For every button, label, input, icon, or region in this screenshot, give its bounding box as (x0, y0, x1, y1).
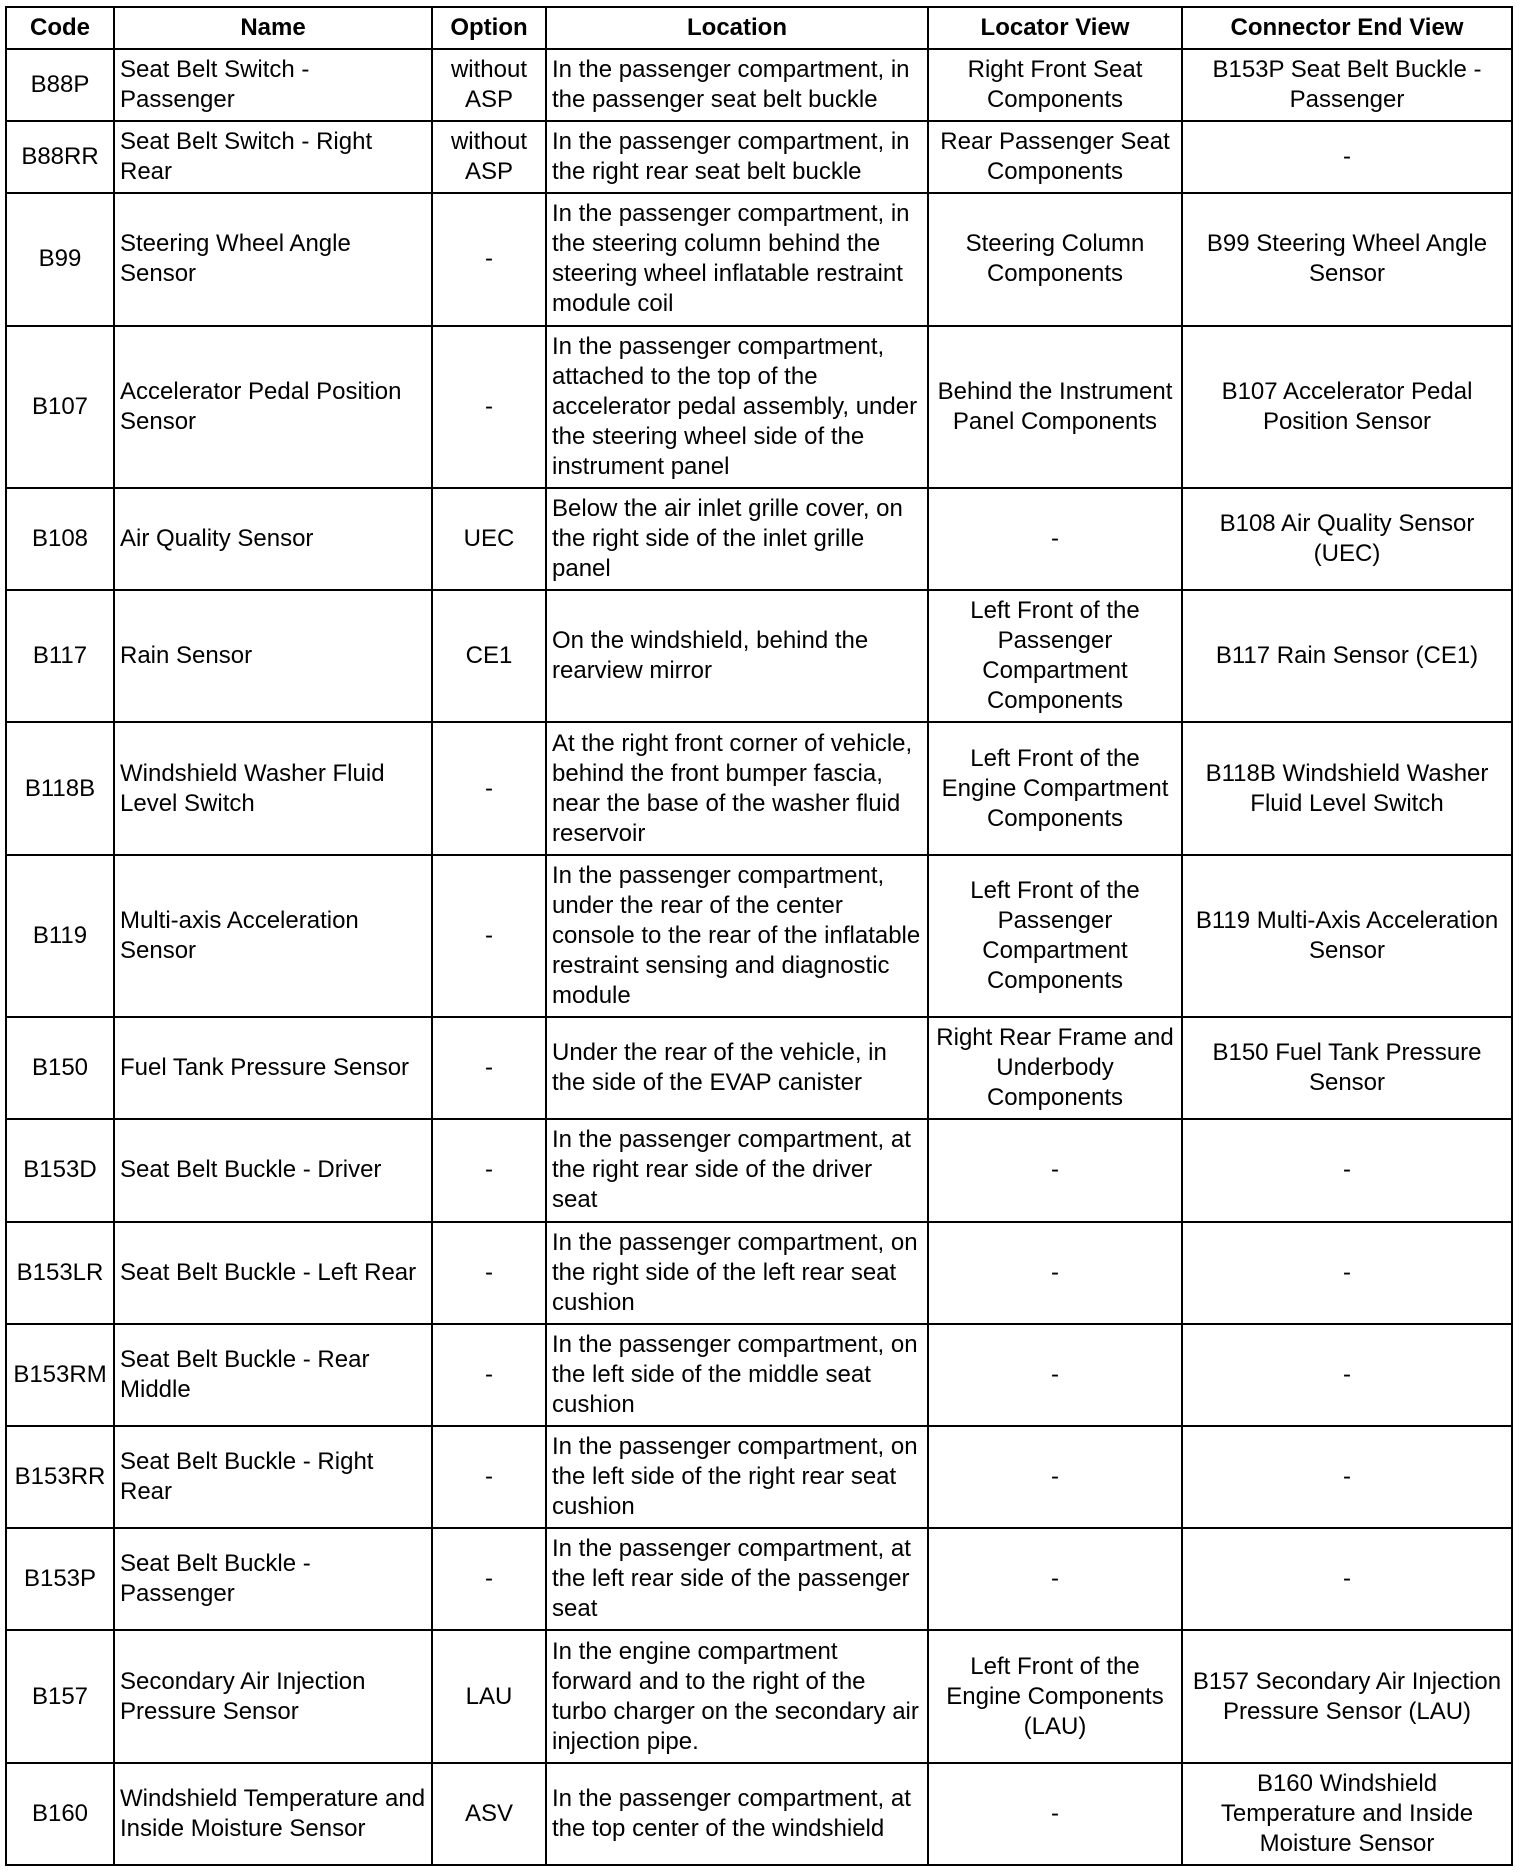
table-row (6, 855, 1512, 1017)
cell-code: B99 (6, 193, 114, 325)
table-row (6, 1324, 1512, 1426)
cell-code: B160 (6, 1763, 114, 1865)
cell-locator-view: - (928, 1763, 1182, 1865)
header-code: Code (6, 7, 114, 49)
cell-locator-view: Left Front of the Passenger Compartment Components (928, 855, 1182, 1017)
cell-name: Windshield Temperature and Inside Moisture Sensor (114, 1763, 432, 1865)
cell-connector-end-view: B117 Rain Sensor (CE1) (1182, 590, 1512, 722)
cell-option: CE1 (432, 590, 546, 722)
cell-connector-end-view: B107 Accelerator Pedal Position Sensor (1182, 326, 1512, 488)
cell-locator-view: Steering Column Components (928, 193, 1182, 325)
cell-location: At the right front corner of vehicle, behind the front bumper fascia, near the base of the washer fluid reservoir (546, 722, 928, 854)
table-row (6, 1528, 1512, 1630)
cell-option: without ASP (432, 121, 546, 193)
cell-location: In the passenger compartment, on the left side of the right rear seat cushion (546, 1426, 928, 1528)
cell-code: B153LR (6, 1222, 114, 1324)
cell-connector-end-view: B99 Steering Wheel Angle Sensor (1182, 193, 1512, 325)
cell-location: In the passenger compartment, in the right rear seat belt buckle (546, 121, 928, 193)
cell-name: Seat Belt Buckle - Passenger (114, 1528, 432, 1630)
cell-location: In the passenger compartment, at the left rear side of the passenger seat (546, 1528, 928, 1630)
cell-locator-view: Right Rear Frame and Underbody Components (928, 1017, 1182, 1119)
cell-option: LAU (432, 1630, 546, 1762)
cell-locator-view: Rear Passenger Seat Components (928, 121, 1182, 193)
cell-code: B88P (6, 49, 114, 121)
cell-name: Accelerator Pedal Position Sensor (114, 326, 432, 488)
cell-name: Steering Wheel Angle Sensor (114, 193, 432, 325)
cell-option: without ASP (432, 49, 546, 121)
cell-option: - (432, 193, 546, 325)
cell-option: - (432, 1426, 546, 1528)
cell-option: - (432, 1324, 546, 1426)
table-row (6, 1017, 1512, 1119)
cell-code: B88RR (6, 121, 114, 193)
cell-location: Below the air inlet grille cover, on the right side of the inlet grille panel (546, 488, 928, 590)
table-row (6, 1222, 1512, 1324)
cell-option: - (432, 1528, 546, 1630)
cell-name: Seat Belt Buckle - Left Rear (114, 1222, 432, 1324)
cell-code: B118B (6, 722, 114, 854)
cell-code: B119 (6, 855, 114, 1017)
cell-name: Seat Belt Buckle - Driver (114, 1119, 432, 1221)
cell-location: In the passenger compartment, attached to the top of the accelerator pedal assembly, under the steering wheel side of the instrument panel (546, 326, 928, 488)
header-name: Name (114, 7, 432, 49)
cell-connector-end-view: B157 Secondary Air Injection Pressure Sensor (LAU) (1182, 1630, 1512, 1762)
cell-locator-view: - (928, 488, 1182, 590)
cell-locator-view: Behind the Instrument Panel Components (928, 326, 1182, 488)
cell-locator-view: - (928, 1119, 1182, 1221)
cell-locator-view: - (928, 1528, 1182, 1630)
cell-option: - (432, 855, 546, 1017)
cell-option: - (432, 1119, 546, 1221)
table-row (6, 722, 1512, 854)
cell-option: - (432, 1017, 546, 1119)
table-row (6, 193, 1512, 325)
cell-connector-end-view: - (1182, 1119, 1512, 1221)
cell-code: B153RR (6, 1426, 114, 1528)
table-row (6, 590, 1512, 722)
cell-location: Under the rear of the vehicle, in the side of the EVAP canister (546, 1017, 928, 1119)
table-row (6, 1119, 1512, 1221)
cell-connector-end-view: - (1182, 1528, 1512, 1630)
cell-connector-end-view: B160 Windshield Temperature and Inside Moisture Sensor (1182, 1763, 1512, 1865)
cell-code: B153D (6, 1119, 114, 1221)
cell-name: Fuel Tank Pressure Sensor (114, 1017, 432, 1119)
cell-name: Seat Belt Buckle - Rear Middle (114, 1324, 432, 1426)
table-row (6, 1630, 1512, 1762)
header-location: Location (546, 7, 928, 49)
cell-location: In the passenger compartment, in the steering column behind the steering wheel inflatable restraint module coil (546, 193, 928, 325)
cell-name: Air Quality Sensor (114, 488, 432, 590)
cell-connector-end-view: - (1182, 121, 1512, 193)
cell-locator-view: Left Front of the Passenger Compartment Components (928, 590, 1182, 722)
cell-location: On the windshield, behind the rearview mirror (546, 590, 928, 722)
table-row (6, 488, 1512, 590)
table-row (6, 1763, 1512, 1865)
cell-name: Seat Belt Switch - Passenger (114, 49, 432, 121)
cell-locator-view: - (928, 1222, 1182, 1324)
cell-code: B150 (6, 1017, 114, 1119)
cell-location: In the passenger compartment, on the right side of the left rear seat cushion (546, 1222, 928, 1324)
cell-locator-view: - (928, 1324, 1182, 1426)
cell-name: Secondary Air Injection Pressure Sensor (114, 1630, 432, 1762)
cell-name: Seat Belt Switch - Right Rear (114, 121, 432, 193)
cell-option: - (432, 1222, 546, 1324)
cell-option: - (432, 326, 546, 488)
header-connector-end-view: Connector End View (1182, 7, 1512, 49)
table-row (6, 1426, 1512, 1528)
cell-connector-end-view: B118B Windshield Washer Fluid Level Switch (1182, 722, 1512, 854)
cell-name: Rain Sensor (114, 590, 432, 722)
cell-code: B153P (6, 1528, 114, 1630)
cell-location: In the engine compartment forward and to the right of the turbo charger on the secondary air injection pipe. (546, 1630, 928, 1762)
cell-location: In the passenger compartment, in the passenger seat belt buckle (546, 49, 928, 121)
cell-location: In the passenger compartment, on the left side of the middle seat cushion (546, 1324, 928, 1426)
cell-connector-end-view: B150 Fuel Tank Pressure Sensor (1182, 1017, 1512, 1119)
cell-locator-view: - (928, 1426, 1182, 1528)
cell-connector-end-view: B153P Seat Belt Buckle - Passenger (1182, 49, 1512, 121)
cell-name: Windshield Washer Fluid Level Switch (114, 722, 432, 854)
cell-locator-view: Left Front of the Engine Components (LAU) (928, 1630, 1182, 1762)
cell-connector-end-view: - (1182, 1222, 1512, 1324)
cell-location: In the passenger compartment, at the right rear side of the driver seat (546, 1119, 928, 1221)
component-locator-table (5, 6, 1513, 1866)
cell-name: Multi-axis Acceleration Sensor (114, 855, 432, 1017)
table-row (6, 326, 1512, 488)
table-row (6, 49, 1512, 121)
cell-code: B108 (6, 488, 114, 590)
cell-locator-view: Left Front of the Engine Compartment Components (928, 722, 1182, 854)
cell-code: B117 (6, 590, 114, 722)
cell-option: - (432, 722, 546, 854)
cell-code: B153RM (6, 1324, 114, 1426)
cell-location: In the passenger compartment, under the rear of the center console to the rear of the inflatable restraint sensing and diagnostic module (546, 855, 928, 1017)
cell-option: UEC (432, 488, 546, 590)
cell-connector-end-view: - (1182, 1324, 1512, 1426)
header-option: Option (432, 7, 546, 49)
table-row (6, 121, 1512, 193)
cell-name: Seat Belt Buckle - Right Rear (114, 1426, 432, 1528)
cell-location: In the passenger compartment, at the top center of the windshield (546, 1763, 928, 1865)
cell-connector-end-view: B108 Air Quality Sensor (UEC) (1182, 488, 1512, 590)
cell-connector-end-view: B119 Multi-Axis Acceleration Sensor (1182, 855, 1512, 1017)
cell-locator-view: Right Front Seat Components (928, 49, 1182, 121)
header-locator-view: Locator View (928, 7, 1182, 49)
header-row (6, 7, 1512, 49)
cell-code: B107 (6, 326, 114, 488)
cell-option: ASV (432, 1763, 546, 1865)
cell-code: B157 (6, 1630, 114, 1762)
cell-connector-end-view: - (1182, 1426, 1512, 1528)
